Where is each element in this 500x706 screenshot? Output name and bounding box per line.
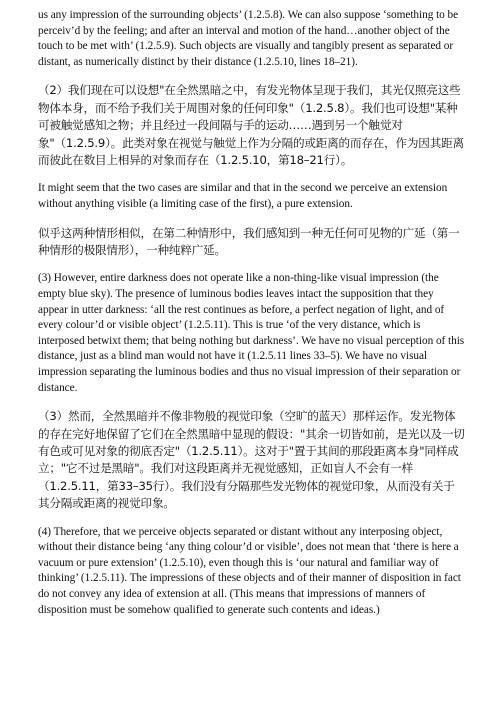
paragraph-en-3: It might seem that the two cases are similar and that in the second we perceive an extension without anything visible (a limiting case of the first), a pure extension. <box>38 182 448 210</box>
paragraph-en-5: (4) Therefore, that we perceive objects separated or distant without any interposing object, without their distance being ‘any thing colour’d or visible’, does not mean that ‘there is here a vacuum or pure extension’ (1.2.5.10), even though this is ‘our natural and familiar way of thinking’ (1.2.5.11). The impressions of these objects and of their manner of disposition in fact do not convey any idea of extension at all. (This means that impressions of manners of disposition must be somehow qualified to generate such contents and ideas.) <box>38 525 461 616</box>
paragraph-en-1: us any impression of the surrounding objects’ (1.2.5.8). We can also suppose ‘something to be perceiv’d by the feeling; and after an interval and motion of the hand…another object of the touch to be met with’ (1.2.5.9). Such objects are visually and tangibly present as separated or distant, as numerically distinct by their distance (1.2.5.10, lines 18–21). <box>38 9 459 68</box>
paragraph-en-4: (3) However, entire darkness does not operate like a non-thing-like visual impression (the empty blue sky). The presence of luminous bodies leaves intact the supposition that they appear in utter darkness: ‘all the rest continues as before, a perfect negation of light, and of every colour’d or visible object’ (1.2.5.11). This is true ‘of the very distance, which is interposed betwixt them; that being nothing but darkness’. We have no visual perception of this distance, just as a blind man would not have it (1.2.5.11 lines 33–5). We have no visual impression separating the luminous bodies and thus no visual impression of their separation or distance. <box>38 272 465 394</box>
paragraph-zh-4: （3）然而，全然黑暗并不像非物般的视觉印象（空旷的蓝天）那样运作。发光物体的存在完好地保留了它们在全然黑暗中显现的假设："其余一切皆如前，是光以及一切有色或可见对象的彻底否定"（1.2.5.11）。这对于"置于其间的那段距离本身"同样成立；"它不过是黑暗"。我们对这段距离并无视觉感知，正如盲人不会有一样（1.2.5.11，第33–35行）。我们没有分隔那些发光物体的视觉印象，从而没有关于其分隔或距离的视觉印象。 <box>38 409 465 511</box>
paragraph-zh-2: （2）我们现在可以设想"在全然黑暗之中，有发光物体呈现于我们，其光仅照亮这些物体本身，而不给予我们关于周围对象的任何印象"（1.2.5.8）。我们也可设想"某种可被触觉感知之物；并且经过一段间隔与手的运动……遇到另一个触觉对象"（1.2.5.9）。此类对象在视觉与触觉上作为分隔的或距离的而存在，作为因其距离而彼此在数目上相异的对象而存在（1.2.5.10，第18–21行）。 <box>38 83 464 167</box>
document-page <box>38 8 466 618</box>
paragraph-zh-3: 似乎这两种情形相似，在第二种情形中，我们感知到一种无任何可见物的广延（第一种情形的极限情形），一种纯粹广延。 <box>38 225 460 257</box>
